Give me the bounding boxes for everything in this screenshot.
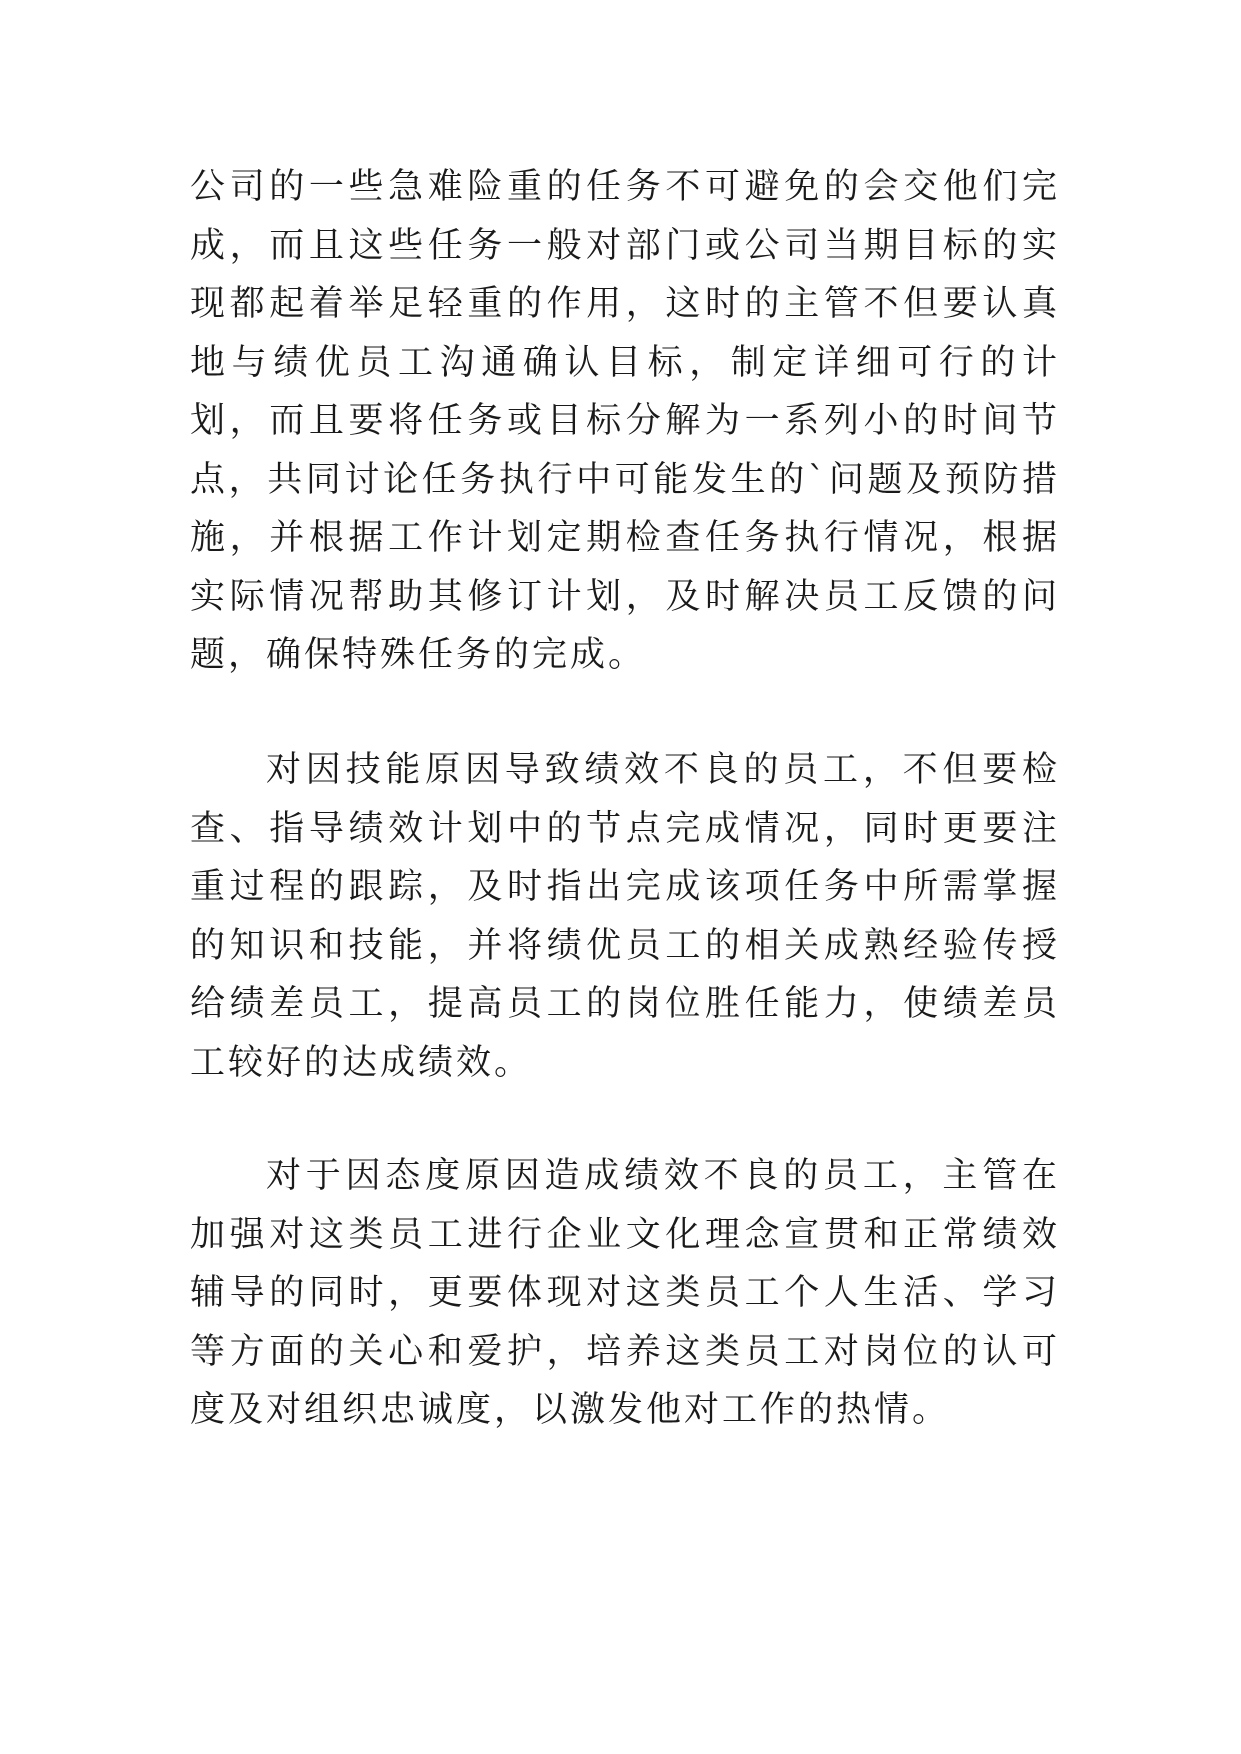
body-paragraph: 对于因态度原因造成绩效不良的员工，主管在加强对这类员工进行企业文化理念宣贯和正常绩效辅导的同时，更要体现对这类员工个人生活、学习等方面的关心和爱护，培养这类员工对岗位的认可度及对组织忠诚度，以激发他对工作的热情。	[190, 1156, 1060, 1430]
body-paragraph: 对因技能原因导致绩效不良的员工，不但要检查、指导绩效计划中的节点完成情况，同时更要注重过程的跟踪，及时指出完成该项任务中所需掌握的知识和技能，并将绩优员工的相关成熟经验传授给绩差员工，提高员工的岗位胜任能力，使绩差员工较好的达成绩效。	[190, 750, 1060, 1083]
body-paragraph: 公司的一些急难险重的任务不可避免的会交他们完成，而且这些任务一般对部门或公司当期目标的实现都起着举足轻重的作用，这时的主管不但要认真地与绩优员工沟通确认目标，制定详细可行的计划，而且要将任务或目标分解为一系列小的时间节点，共同讨论任务执行中可能发生的`问题及预防措施，并根据工作计划定期检查任务执行情况，根据实际情况帮助其修订计划，及时解决员工反馈的问题，确保特殊任务的完成。	[190, 167, 1060, 675]
